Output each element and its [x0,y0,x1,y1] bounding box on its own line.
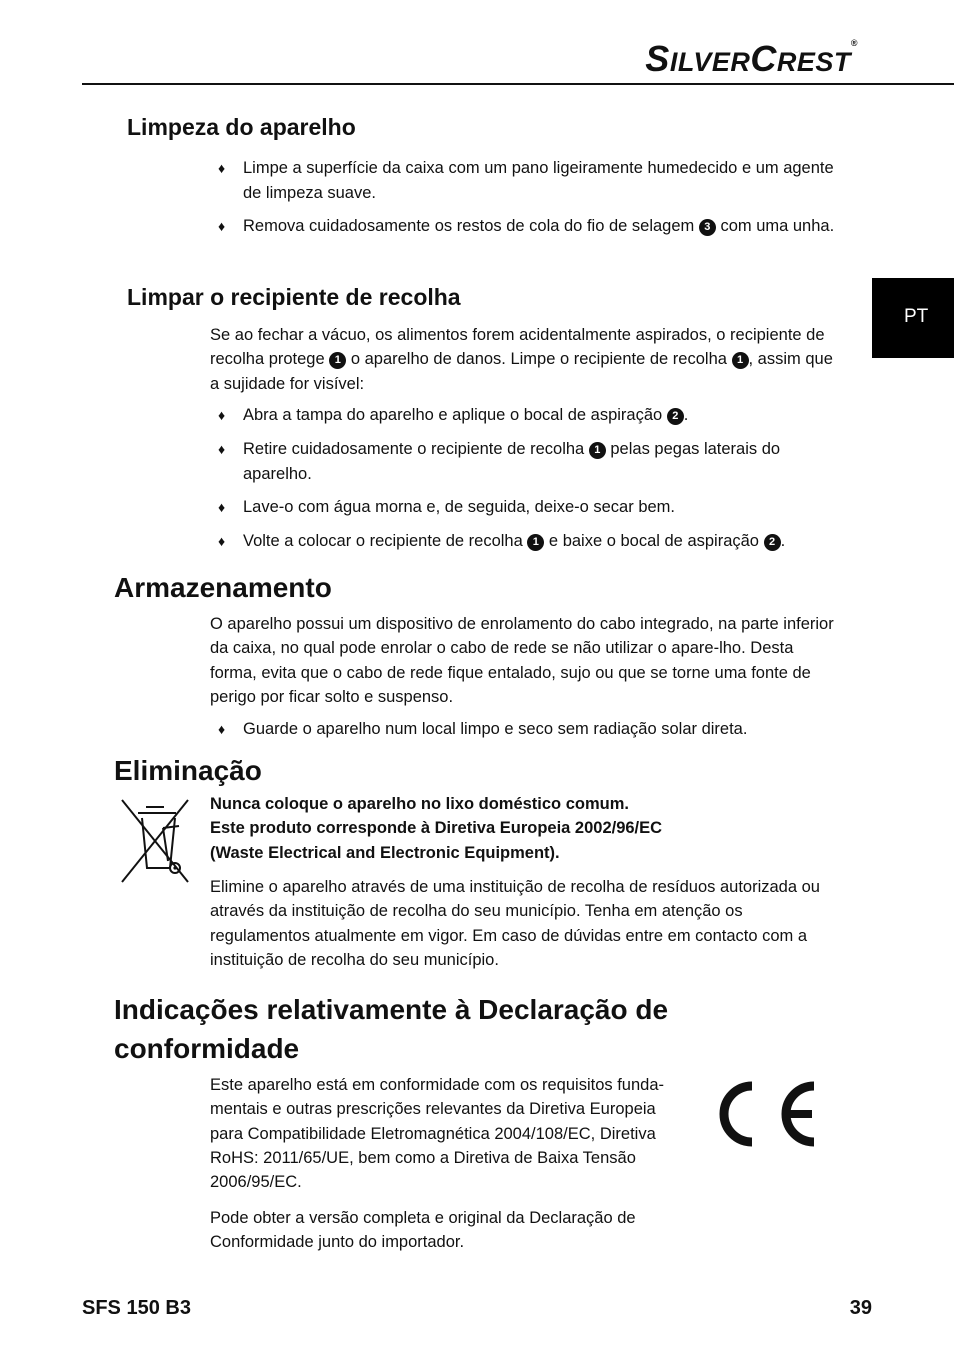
list-item: ♦ Retire cuidadosamente o recipiente de recolha 1 pelas pegas laterais do aparelho. [218,437,840,486]
crossed-out-wheeled-bin-icon [118,796,192,886]
header-rule [82,83,954,85]
footer-model: SFS 150 B3 [82,1297,191,1319]
part-number-badge: 1 [589,442,606,459]
conformidade-paragraph-2: Pode obter a versão completa e original da Declaração de Conformidade junto do importador. [210,1209,636,1252]
recolha-intro: Se ao fechar a vácuo, os alimentos forem acidentalmente aspirados, o recipiente de recolha protege 1 o aparelho de danos. Limpe o recipiente de recolha 1 , assim que a sujidade for visível: [210,326,833,393]
armazenamento-paragraph: O aparelho possui um dispositivo de enrolamento do cabo integrado, na parte inferior da caixa, no qual pode enrolar o cabo de rede se não utilizar o apare-lho. Desta forma, evita que o cabo de rede fique entalado, sujo ou que se torne uma fonte de perigo por ficar solto e suspenso. [210,615,834,706]
part-number-badge: 1 [329,352,346,369]
page-number: 39 [849,1297,872,1319]
part-number-badge: 3 [699,219,716,236]
brand-logo: SILVERCREST® [645,38,858,79]
section-title-armazenamento: Armazenamento [114,572,332,603]
language-tab-label: PT [904,306,929,327]
list-item: ♦ Lave-o com água morna e, de seguida, deixe-o secar bem. [218,495,840,520]
section-title-limpeza: Limpeza do aparelho [127,114,356,140]
ce-mark-icon [710,1076,818,1152]
list-item: ♦ Volte a colocar o recipiente de recolha 1 e baixe o bocal de aspiração 2 . [218,529,840,554]
conformidade-paragraph: Este aparelho está em conformidade com os requisitos funda-mentais e outras prescrições relevantes da Diretiva Europeia para Compatibilidade Eletromagnética 2004/108/EC, Diretiva RoHS: 2011/65/UE, bem como a Diretiva de Baixa Tensão 2006/95/EC. [210,1076,664,1192]
section-title-conformidade: Indicações relativamente à Declaração de conformidade [114,994,669,1064]
list-item: ♦ Abra a tampa do aparelho e aplique o bocal de aspiração 2 . [218,403,840,428]
bullet-icon: ♦ [218,721,226,737]
disposal-warning: Nunca coloque o aparelho no lixo doméstico comum. Este produto corresponde à Diretiva Europeia 2002/96/EC (Waste Electrical and Electronic Equipment). [210,795,663,862]
list-item: ♦ Remova cuidadosamente os restos de cola do fio de selagem 3 com uma unha. [218,214,840,239]
bullet-icon: ♦ [218,441,226,457]
list-item: ♦ Guarde o aparelho num local limpo e seco sem radiação solar direta. [218,717,840,742]
part-number-badge: 1 [732,352,749,369]
bullet-icon: ♦ [218,218,226,234]
bullet-icon: ♦ [218,533,226,549]
bullet-icon: ♦ [218,160,226,176]
language-tab [872,278,954,358]
part-number-badge: 2 [667,408,684,425]
section-title-eliminacao: Eliminação [114,755,262,786]
part-number-badge: 2 [764,534,781,551]
part-number-badge: 1 [527,534,544,551]
bullet-icon: ♦ [218,407,226,423]
list-item: ♦ Limpe a superfície da caixa com um pano ligeiramente humedecido e um agente de limpeza suave. [218,156,840,205]
section-title-recolha: Limpar o recipiente de recolha [127,284,461,310]
eliminacao-paragraph: Elimine o aparelho através de uma instituição de recolha de resíduos autorizada ou através da instituição de recolha do seu município. Tenha em atenção os regulamentos atualmente em vigor. Em caso de dúvidas entre em contacto com a instituição de recolha do seu município. [210,878,820,969]
bullet-icon: ♦ [218,499,226,515]
